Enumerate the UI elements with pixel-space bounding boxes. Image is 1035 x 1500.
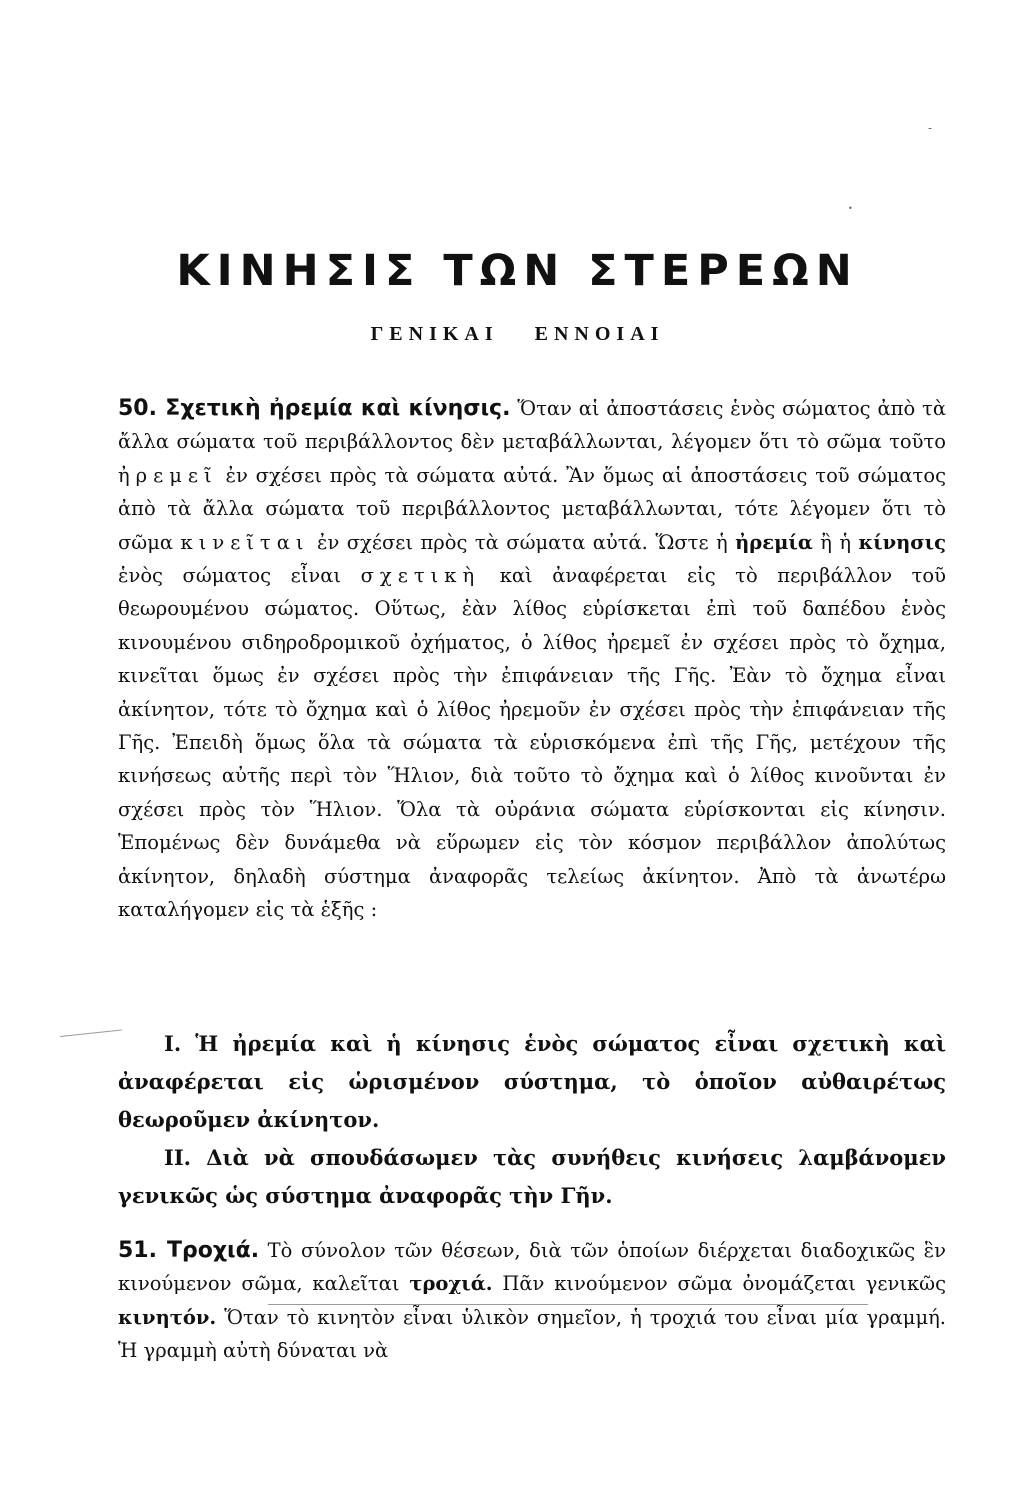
subtitle-word-1: ΓΕΝΙΚΑΙ — [370, 323, 499, 345]
section-50-text-7: ἢ ἡ — [812, 530, 859, 554]
section-50-text-5: ἐν σχέσει πρὸς τὰ σώματα αὐτά. Ὥστε ἡ — [309, 530, 736, 554]
section-50-spaced-term-1: ἠρεμεῖ — [118, 463, 218, 487]
section-51-bold-term-2: κινητόν. — [118, 1305, 217, 1329]
scan-mark-dot: • — [848, 204, 853, 213]
section-50-bold-term-1: ἠρεμία — [735, 530, 813, 554]
section-51-text-3: Πᾶν κινούμενον σῶμα ὀνομάζεται γενικῶς — [492, 1272, 946, 1296]
pasted-strip-line — [268, 1304, 868, 1305]
section-50-text-11: καὶ ἀναφέρεται εἰς τὸ περιβάλλον τοῦ θεωρουμένου σώματος. Οὕτως, ἐὰν λίθος εὑρίσκεται ἐπὶ τοῦ δαπέδου ἑνὸς κινουμένου σιδηροδρομικοῦ ὀχήματος, ὁ λίθος ἠρεμεῖ ἐν σχέσει πρὸς τὸ ὄχημα, κινεῖται ὅμως ἐν σχέσει πρὸς τὴν ἐπιφάνειαν τῆς Γῆς. Ἐὰν τὸ ὄχημα εἶναι ἀκίνητον, τότε τὸ ὄχημα καὶ ὁ λίθος ἠρεμοῦν ἐν σχέσει πρὸς τὴν ἐπιφάνειαν τῆς Γῆς. Ἐπειδὴ ὅμως ὅλα τὰ σώματα τὰ εὑρισκόμενα ἐπὶ τῆς Γῆς, μετέχουν τῆς κινήσεως αὐτῆς περὶ τὸν Ἥλιον, διὰ τοῦτο τὸ ὄχημα καὶ ὁ λίθος κινοῦνται ἐν σχέσει πρὸς τὸν Ἥλιον. Ὅλα τὰ οὐράνια σώματα εὑρίσκονται εἰς κίνησιν. Ἑπομένως δὲν δυνάμεθα νὰ εὕρωμεν εἰς τὸν κόσμον περιβάλλον ἀπολύτως ἀκίνητον, δηλαδὴ σύστημα ἀναφορᾶς τελείως ἀκίνητον. Ἀπὸ τὰ ἀνωτέρω καταλήγομεν εἰς τὰ ἑξῆς : — [118, 564, 946, 922]
section-51-text-5: Ὅταν τὸ κινητὸν εἶναι ὑλικὸν σημεῖον, ἡ τροχιά του εἶναι μία γραμμή. Ἡ γραμμὴ αὐτὴ δύναται νὰ — [118, 1305, 946, 1363]
section-51-text-1: Τὸ σύνολον τῶν θέσεων, διὰ τῶν ὁποίων διέρχεται διαδοχικῶς ἓν κινούμενον σῶμα, καλεῖται — [118, 1239, 946, 1296]
section-50-paragraph — [118, 392, 946, 927]
section-50-bold-term-2: κίνησις — [858, 530, 946, 554]
chapter-title: ΚΙΝΗΣΙΣ ΤΩΝ ΣΤΕΡΕΩΝ — [176, 246, 859, 296]
conclusion-1: I. Ἡ ἠρεμία καὶ ἡ κίνησις ἑνὸς σώματος εἶναι σχετικὴ καὶ ἀναφέρεται εἰς ὡρισμένον σύστημα, τὸ ὁποῖον αὐθαιρέτως θεωροῦμεν ἀκίνητον. — [118, 1031, 946, 1132]
section-51-heading: 51. Τροχιά. — [118, 1238, 260, 1263]
conclusion-2: II. Διὰ νὰ σπουδάσωμεν τὰς συνήθεις κινήσεις λαμβάνομεν γενικῶς ὡς σύστημα ἀναφορᾶς τὴν Γῆν. — [118, 1145, 946, 1208]
pasted-strip-edge — [60, 1030, 122, 1037]
section-50-text-9: ἑνὸς σώματος εἶναι — [118, 564, 361, 588]
subtitle-word-2: ΕΝΝΟΙΑΙ — [534, 323, 665, 345]
section-51-bold-term-1: τροχιά. — [409, 1272, 493, 1296]
scan-mark-dash: - — [928, 121, 933, 135]
section-50-text-1: Ὅταν αἱ ἀποστάσεις ἑνὸς σώματος ἀπὸ τὰ ἄλλα σώματα τοῦ περιβάλλοντος δὲν μεταβάλλωνται, λέγομεν ὅτι τὸ σῶμα τοῦτο — [118, 397, 947, 454]
section-50-heading: 50. Σχετικὴ ἠρεμία καὶ κίνησις. — [118, 396, 511, 421]
section-50-spaced-term-2: κινεῖται — [180, 530, 310, 554]
chapter-subtitle — [0, 323, 1035, 346]
section-50-spaced-term-3: σχετικὴ — [360, 564, 481, 588]
section-51-paragraph — [118, 1234, 946, 1368]
section-50-text-3: ἐν σχέσει πρὸς τὰ σώματα αὐτά. Ἂν ὅμως αἱ ἀποστάσεις τοῦ σώματος ἀπὸ τὰ ἄλλα σώματα τοῦ περιβάλλοντος μεταβάλλωνται, τότε λέγομεν ὅτι τὸ σῶμα — [118, 463, 946, 554]
